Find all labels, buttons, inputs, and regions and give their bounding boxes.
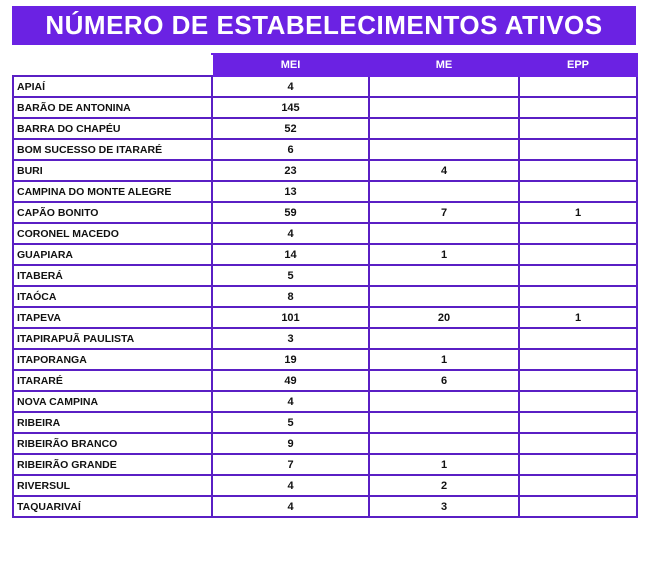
mei-cell: 49	[212, 370, 369, 391]
epp-cell: 1	[519, 202, 637, 223]
table-row	[13, 118, 637, 139]
mei-cell: 4	[212, 223, 369, 244]
municipality-cell: ITARARÉ	[13, 370, 212, 391]
municipality-cell: BARRA DO CHAPÉU	[13, 118, 212, 139]
table-body	[13, 76, 637, 517]
me-cell	[369, 139, 519, 160]
mei-cell: 8	[212, 286, 369, 307]
mei-cell: 145	[212, 97, 369, 118]
municipality-cell: ITAPEVA	[13, 307, 212, 328]
table-row	[13, 202, 637, 223]
me-cell	[369, 412, 519, 433]
mei-cell: 13	[212, 181, 369, 202]
table-row	[13, 454, 637, 475]
mei-cell: 3	[212, 328, 369, 349]
municipality-cell: TAQUARIVAÍ	[13, 496, 212, 517]
me-cell	[369, 391, 519, 412]
me-cell	[369, 118, 519, 139]
epp-cell	[519, 265, 637, 286]
epp-cell	[519, 391, 637, 412]
mei-cell: 52	[212, 118, 369, 139]
table-header-row	[13, 54, 637, 76]
municipality-cell: ITABERÁ	[13, 265, 212, 286]
table-row	[13, 223, 637, 244]
epp-cell	[519, 433, 637, 454]
column-header-me: ME	[369, 54, 519, 76]
epp-cell	[519, 454, 637, 475]
mei-cell: 4	[212, 391, 369, 412]
me-cell	[369, 97, 519, 118]
municipality-cell: BARÃO DE ANTONINA	[13, 97, 212, 118]
table-row	[13, 139, 637, 160]
epp-cell	[519, 412, 637, 433]
mei-cell: 5	[212, 265, 369, 286]
mei-cell: 59	[212, 202, 369, 223]
epp-cell	[519, 475, 637, 496]
table-row	[13, 433, 637, 454]
table-row	[13, 391, 637, 412]
municipality-cell: ITAÓCA	[13, 286, 212, 307]
table-row	[13, 181, 637, 202]
municipality-cell: RIBEIRÃO GRANDE	[13, 454, 212, 475]
me-cell: 1	[369, 454, 519, 475]
municipality-cell: RIBEIRA	[13, 412, 212, 433]
me-cell: 2	[369, 475, 519, 496]
epp-cell	[519, 139, 637, 160]
mei-cell: 101	[212, 307, 369, 328]
me-cell	[369, 286, 519, 307]
me-cell	[369, 76, 519, 97]
mei-cell: 4	[212, 76, 369, 97]
table-row	[13, 328, 637, 349]
municipality-cell: APIAÍ	[13, 76, 212, 97]
me-cell	[369, 433, 519, 454]
epp-cell	[519, 286, 637, 307]
epp-cell	[519, 118, 637, 139]
me-cell: 7	[369, 202, 519, 223]
municipality-cell: NOVA CAMPINA	[13, 391, 212, 412]
mei-cell: 4	[212, 496, 369, 517]
epp-cell	[519, 349, 637, 370]
table-row	[13, 496, 637, 517]
epp-cell	[519, 370, 637, 391]
me-cell: 1	[369, 349, 519, 370]
municipality-cell: BURI	[13, 160, 212, 181]
municipality-cell: ITAPIRAPUÃ PAULISTA	[13, 328, 212, 349]
column-header-epp: EPP	[519, 54, 637, 76]
municipality-cell: GUAPIARA	[13, 244, 212, 265]
me-cell: 20	[369, 307, 519, 328]
me-cell	[369, 328, 519, 349]
epp-cell	[519, 160, 637, 181]
epp-cell	[519, 97, 637, 118]
header-blank-cell	[13, 54, 212, 76]
table-row	[13, 76, 637, 97]
municipality-cell: CAPÃO BONITO	[13, 202, 212, 223]
mei-cell: 4	[212, 475, 369, 496]
establishments-table	[12, 53, 638, 518]
me-cell: 3	[369, 496, 519, 517]
table-row	[13, 265, 637, 286]
municipality-cell: CORONEL MACEDO	[13, 223, 212, 244]
epp-cell	[519, 328, 637, 349]
municipality-cell: RIBEIRÃO BRANCO	[13, 433, 212, 454]
me-cell: 4	[369, 160, 519, 181]
me-cell: 1	[369, 244, 519, 265]
column-header-mei: MEI	[212, 54, 369, 76]
table-row	[13, 307, 637, 328]
epp-cell	[519, 496, 637, 517]
mei-cell: 14	[212, 244, 369, 265]
municipality-cell: CAMPINA DO MONTE ALEGRE	[13, 181, 212, 202]
mei-cell: 19	[212, 349, 369, 370]
municipality-cell: RIVERSUL	[13, 475, 212, 496]
me-cell: 6	[369, 370, 519, 391]
table-row	[13, 244, 637, 265]
mei-cell: 5	[212, 412, 369, 433]
epp-cell	[519, 223, 637, 244]
table-row	[13, 475, 637, 496]
epp-cell	[519, 76, 637, 97]
table-row	[13, 349, 637, 370]
epp-cell	[519, 244, 637, 265]
mei-cell: 9	[212, 433, 369, 454]
epp-cell	[519, 181, 637, 202]
municipality-cell: BOM SUCESSO DE ITARARÉ	[13, 139, 212, 160]
mei-cell: 23	[212, 160, 369, 181]
table-row	[13, 286, 637, 307]
me-cell	[369, 265, 519, 286]
epp-cell: 1	[519, 307, 637, 328]
mei-cell: 7	[212, 454, 369, 475]
table-row	[13, 97, 637, 118]
me-cell	[369, 181, 519, 202]
mei-cell: 6	[212, 139, 369, 160]
municipality-cell: ITAPORANGA	[13, 349, 212, 370]
page-title: NÚMERO DE ESTABELECIMENTOS ATIVOS	[12, 6, 636, 45]
table-row	[13, 412, 637, 433]
me-cell	[369, 223, 519, 244]
table-row	[13, 160, 637, 181]
table-row	[13, 370, 637, 391]
